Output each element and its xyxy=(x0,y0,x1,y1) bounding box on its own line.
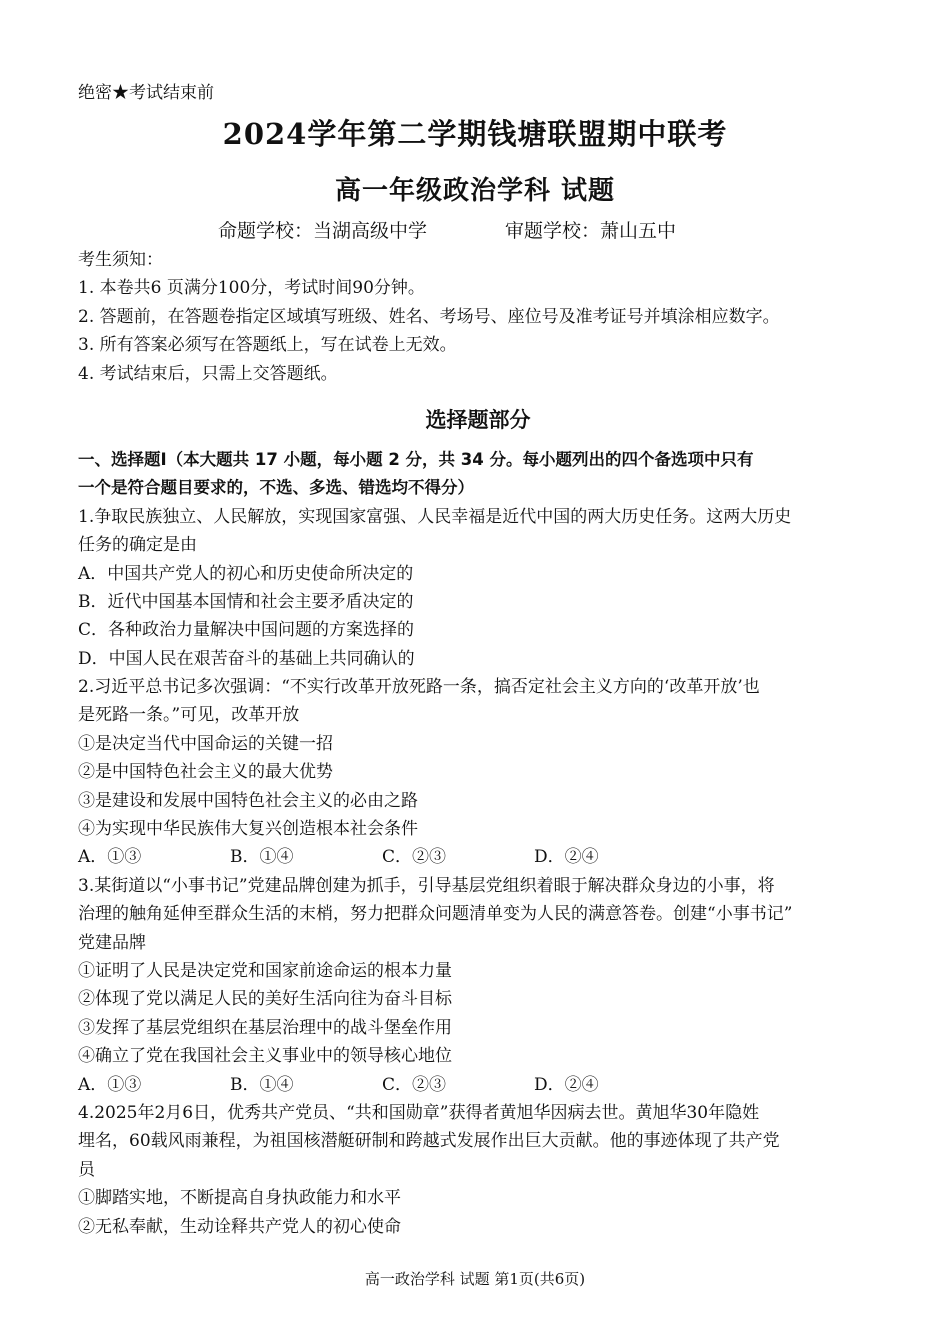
setting-school: 命题学校：当湖高级中学 xyxy=(218,220,428,242)
question-stem: 2.习近平总书记多次强调：“不实行改革开放死路一条，搞否定社会主义方向的‘改革开放’也 xyxy=(78,677,760,698)
question-stem: 党建品牌 xyxy=(78,932,146,953)
choice-a: A．①③ xyxy=(78,847,142,868)
statement: ②体现了党以满足人民的美好生活向往为奋斗目标 xyxy=(78,989,452,1010)
question-stem: 任务的确定是由 xyxy=(78,535,197,556)
question-stem: 是死路一条。”可见，改革开放 xyxy=(78,705,300,726)
choice-c: C．②③ xyxy=(382,1074,447,1095)
part-instruction: 一、选择题Ⅰ（本大题共 17 小题，每小题 2 分，共 34 分。每小题列出的四个备选项中只有 xyxy=(78,449,754,469)
notice-heading: 考生须知： xyxy=(78,250,163,270)
confidential-label: 绝密★考试结束前 xyxy=(78,83,214,103)
notice-item: 4. 考试结束后，只需上交答题纸。 xyxy=(78,363,338,384)
exam-content xyxy=(78,246,878,1241)
part-instruction: 一个是符合题目要求的，不选、多选、错选均不得分） xyxy=(78,478,474,498)
statement: ①脚踏实地，不断提高自身执政能力和水平 xyxy=(78,1188,401,1209)
choice-c: C．②③ xyxy=(382,847,447,868)
notice-item: 3. 所有答案必须写在答题纸上，写在试卷上无效。 xyxy=(78,335,457,356)
statement: ④确立了党在我国社会主义事业中的领导核心地位 xyxy=(78,1046,452,1067)
section-title: 选择题部分 xyxy=(425,406,531,432)
exam-subtitle: 高一年级政治学科 试题 xyxy=(334,176,616,206)
choice-row xyxy=(78,843,878,871)
question-stem: 3.某街道以“小事书记”党建品牌创建为抓手，引导基层党组织着眼于解决群众身边的小事，将 xyxy=(78,875,775,896)
choice-d: D．②④ xyxy=(534,1074,599,1095)
statement: ④为实现中华民族伟大复兴创造根本社会条件 xyxy=(78,819,418,840)
question-stem: 埋名，60载风雨兼程，为祖国核潜艇研制和跨越式发展作出巨大贡献。他的事迹体现了共产党 xyxy=(78,1131,780,1152)
statement: ③是建设和发展中国特色社会主义的必由之路 xyxy=(78,790,418,811)
question-stem: 4.2025年2月6日，优秀共产党员、“共和国勋章”获得者黄旭华因病去世。黄旭华30年隐姓 xyxy=(78,1102,760,1123)
notice-item: 2. 答题前，在答题卷指定区域填写班级、姓名、考场号、座位号及准考证号并填涂相应数字。 xyxy=(78,306,780,327)
choice-b: B．①④ xyxy=(230,847,294,868)
exam-title: 2024学年第二学期钱塘联盟期中联考 xyxy=(222,117,728,151)
question-3 xyxy=(78,872,878,1099)
school-info xyxy=(218,216,676,243)
answer-option: C．各种政治力量解决中国问题的方案选择的 xyxy=(78,620,415,641)
statement: ②无私奉献，生动诠释共产党人的初心使命 xyxy=(78,1216,401,1237)
choice-b: B．①④ xyxy=(230,1074,294,1095)
statement: ①是决定当代中国命运的关键一招 xyxy=(78,733,333,754)
question-4 xyxy=(78,1099,878,1241)
choice-d: D．②④ xyxy=(534,847,599,868)
review-school: 审题学校：萧山五中 xyxy=(505,220,677,242)
question-stem: 1.争取民族独立、人民解放，实现国家富强、人民幸福是近代中国的两大历史任务。这两大历史 xyxy=(78,506,792,527)
question-2 xyxy=(78,673,878,872)
question-stem: 治理的触角延伸至群众生活的末梢，努力把群众问题清单变为人民的满意答卷。创建“小事书记” xyxy=(78,904,793,925)
notice-item: 1. 本卷共6 页满分100分，考试时间90分钟。 xyxy=(78,278,425,299)
statement: ①证明了人民是决定党和国家前途命运的根本力量 xyxy=(78,960,452,981)
answer-option: A．中国共产党人的初心和历史使命所决定的 xyxy=(78,563,414,584)
choice-row xyxy=(78,1071,878,1099)
answer-option: B．近代中国基本国情和社会主要矛盾决定的 xyxy=(78,591,414,612)
question-stem: 员 xyxy=(78,1159,95,1180)
answer-option: D．中国人民在艰苦奋斗的基础上共同确认的 xyxy=(78,648,415,669)
question-1 xyxy=(78,503,878,673)
statement: ②是中国特色社会主义的最大优势 xyxy=(78,762,333,783)
statement: ③发挥了基层党组织在基层治理中的战斗堡垒作用 xyxy=(78,1017,452,1038)
page-footer: 高一政治学科 试题 第1页(共6页) xyxy=(364,1270,586,1288)
choice-a: A．①③ xyxy=(78,1074,142,1095)
